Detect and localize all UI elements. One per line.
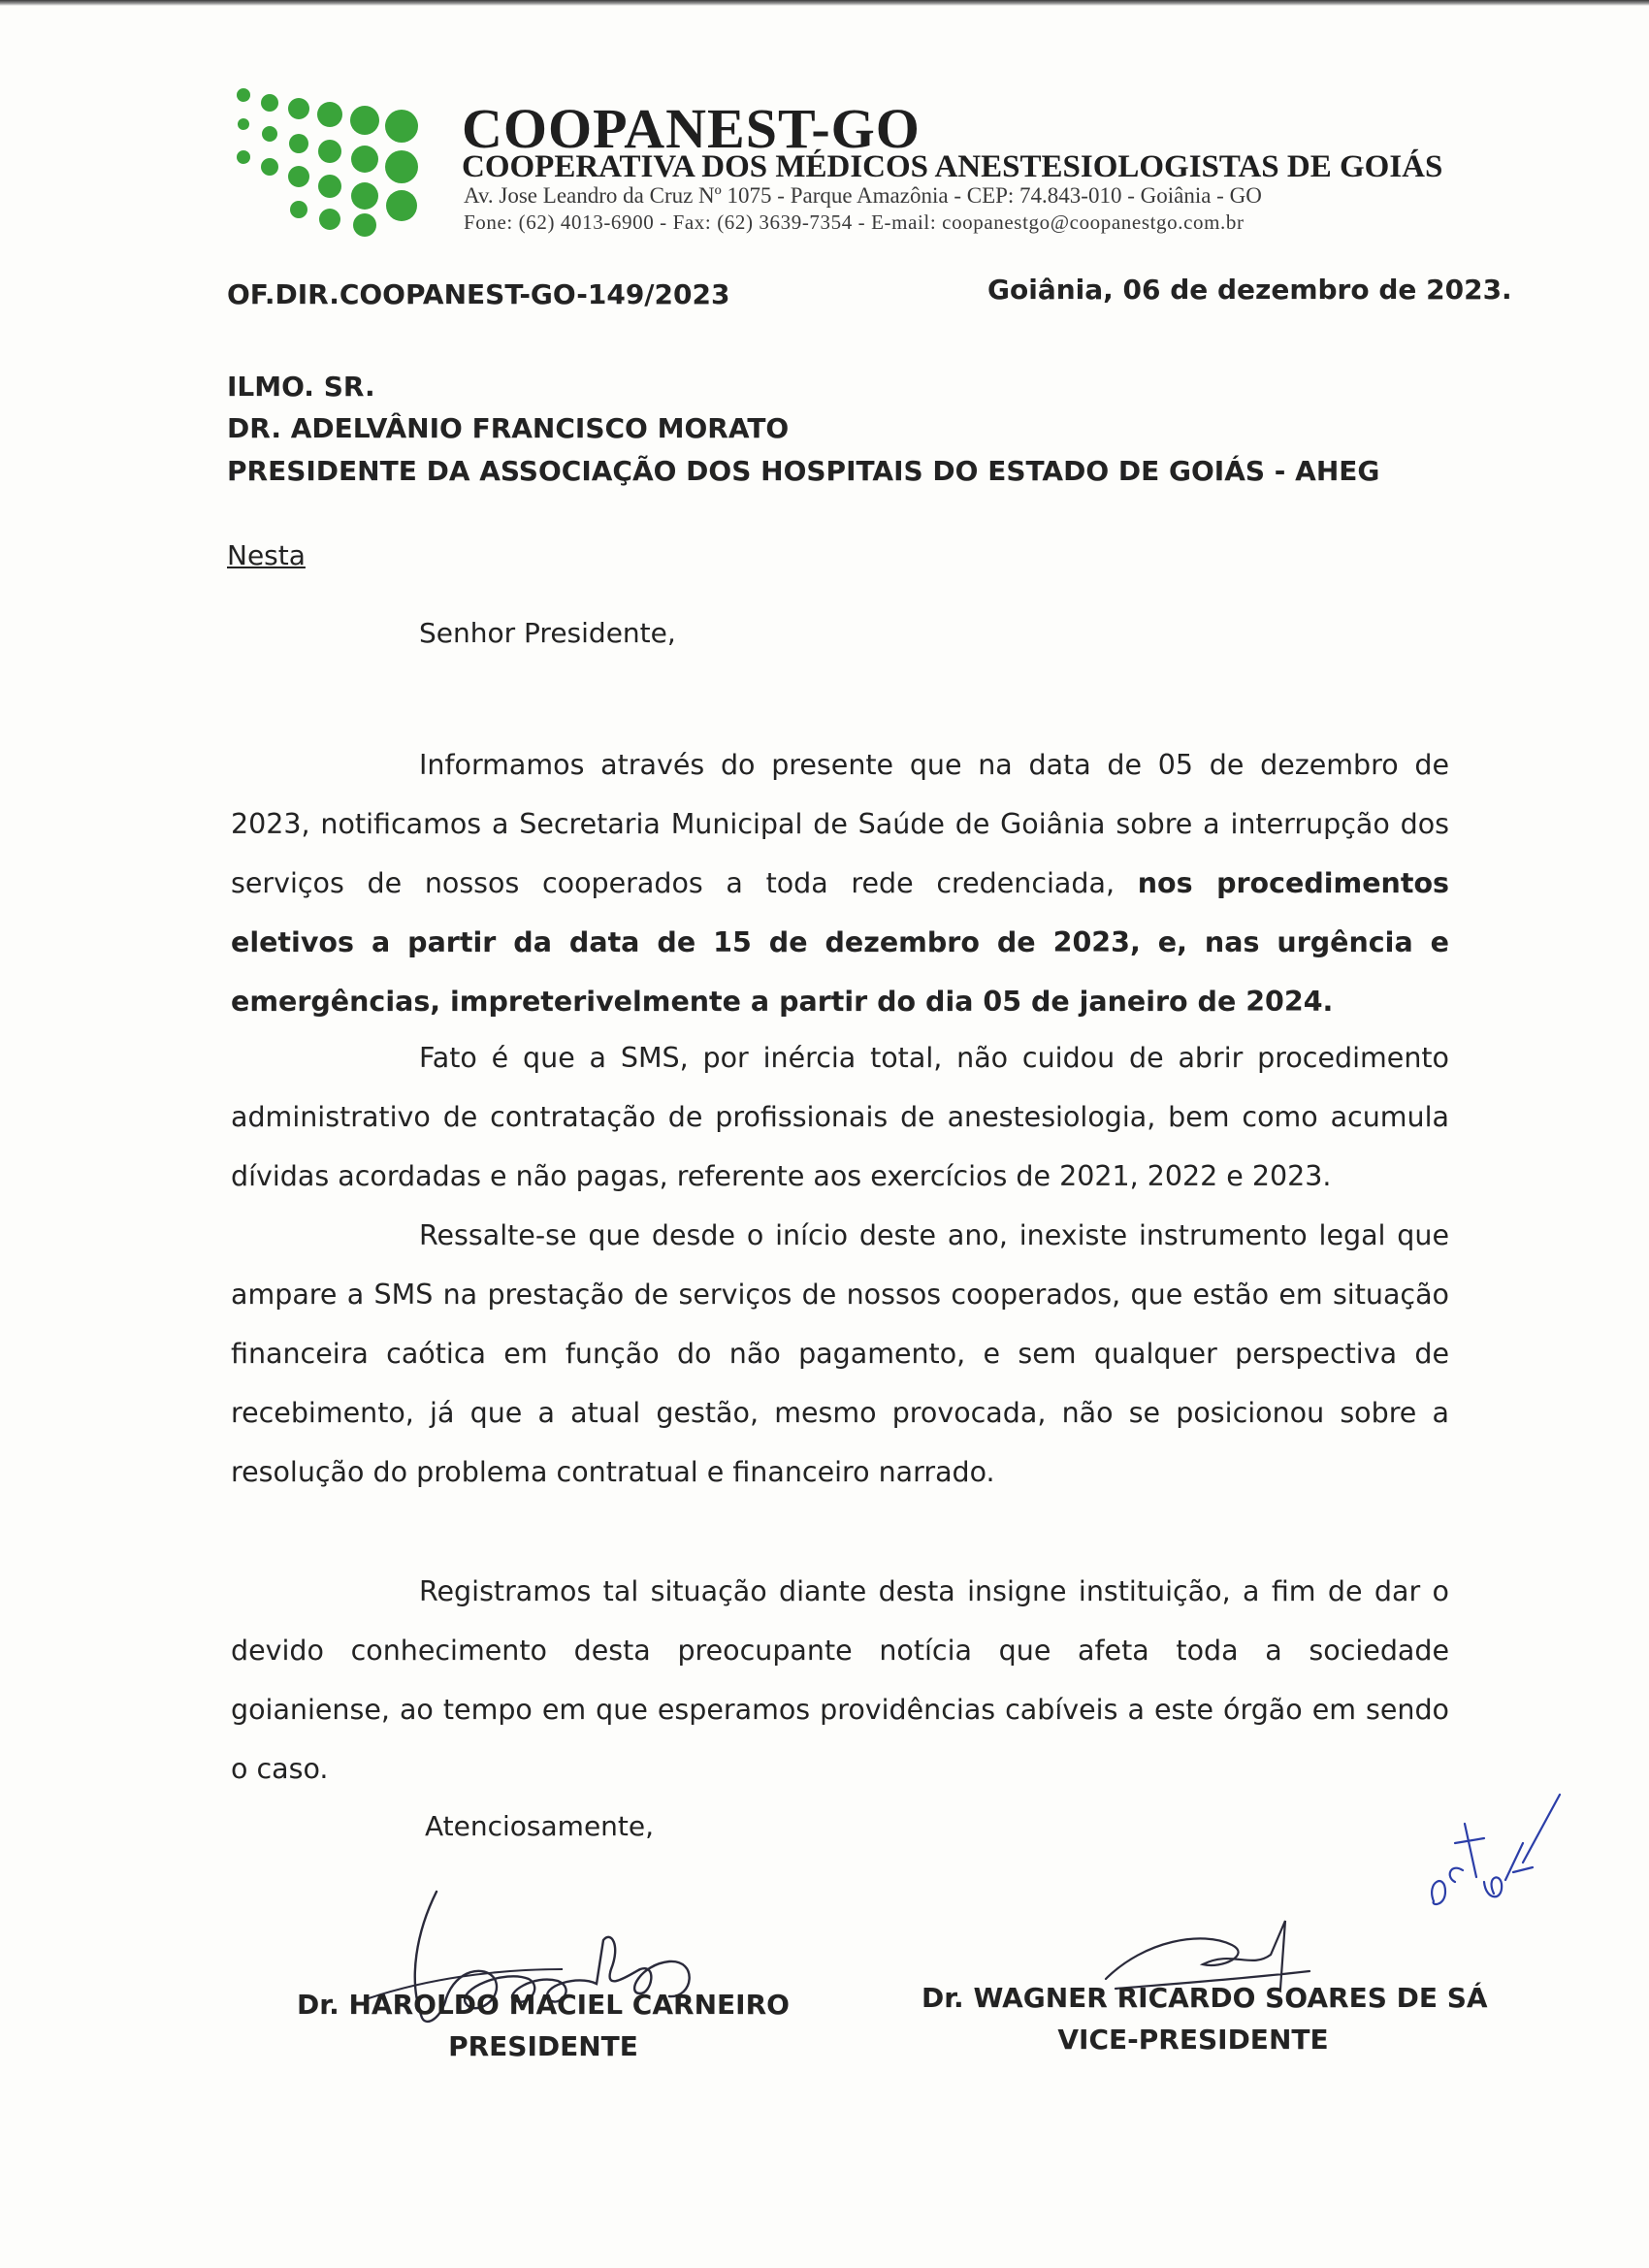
coopanest-logo-icon	[229, 83, 452, 239]
body-paragraph: Registramos tal situação diante desta insigne instituição, a fim de dar o devido conhecimento desta preocupante notícia que afeta toda a sociedade goianiense, ao tempo em que esperamos providências cabíveis a este órgão em sendo o caso.	[231, 1575, 1449, 1785]
org-contact: Fone: (62) 4013-6900 - Fax: (62) 3639-7354 - E-mail: coopanestgo@coopanestgo.com.br	[464, 211, 1245, 234]
receipt-handwriting-icon	[1416, 1785, 1562, 1930]
signatory-role: PRESIDENTE	[448, 2030, 638, 2062]
nesta-label: Nesta	[227, 539, 306, 571]
signatory-name: Dr. WAGNER RICARDO SOARES DE SÁ	[922, 1982, 1488, 2014]
org-address: Av. Jose Leandro da Cruz Nº 1075 - Parque Amazônia - CEP: 74.843-010 - Goiânia - GO	[464, 183, 1262, 208]
scan-edge	[0, 0, 1649, 6]
signatory-role: VICE-PRESIDENTE	[1057, 2024, 1329, 2056]
body-paragraph: Ressalte-se que desde o início deste ano, inexiste instrumento legal que ampare a SMS na prestação de serviços de nossos cooperados, que estão em situação financeira caótica em função do não pagamento, e sem qualquer perspectiva de recebimento, já que a atual gestão, mesmo provocada, não se posicionou sobre a resolução do problema contratual e financeiro narrado.	[231, 1219, 1449, 1488]
addressee-line: DR. ADELVÂNIO FRANCISCO MORATO	[227, 412, 790, 444]
letter-reference: OF.DIR.COOPANEST-GO-149/2023	[227, 278, 730, 310]
addressee-line: ILMO. SR.	[227, 371, 375, 403]
body-paragraph: Fato é que a SMS, por inércia total, não cuidou de abrir procedimento administrativo de contratação de profissionais de anestesiologia, bem como acumula dívidas acordadas e não pagas, referente aos exercícios de 2021, 2022 e 2023.	[231, 1042, 1449, 1192]
body-paragraph	[231, 735, 1449, 1031]
signature-president-icon	[349, 1872, 737, 2057]
org-name: COOPANEST-GO	[462, 97, 921, 160]
signatory-name: Dr. HAROLDO MACIEL CARNEIRO	[297, 1989, 790, 2021]
org-full-name: COOPERATIVA DOS MÉDICOS ANESTESIOLOGISTAS DE GOIÁS	[462, 149, 1443, 184]
paragraph-bold-text: nos procedimentos eletivos a partir da data de 15 de dezembro de 2023, e, nas urgência e emergências, impreterivelmente a partir do dia 05 de janeiro de 2024.	[231, 867, 1449, 1018]
addressee-line: PRESIDENTE DA ASSOCIAÇÃO DOS HOSPITAIS DO ESTADO DE GOIÁS - AHEG	[227, 455, 1380, 487]
closing: Atenciosamente,	[425, 1810, 655, 1842]
salutation: Senhor Presidente,	[419, 617, 676, 649]
paragraph-text: Informamos através do presente que na data de 05 de dezembro de 2023, notificamos a Secretaria Municipal de Saúde de Goiânia sobre a interrupção dos serviços de nossos cooperados a toda rede credenciada,	[231, 749, 1449, 899]
letter-date: Goiânia, 06 de dezembro de 2023.	[987, 274, 1512, 306]
